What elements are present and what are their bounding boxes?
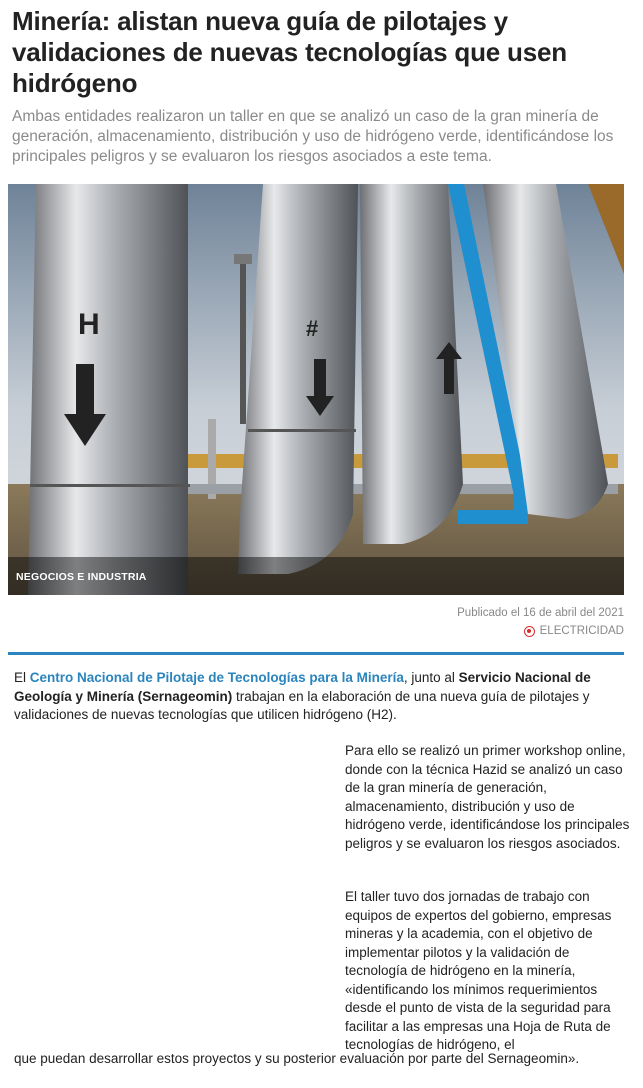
p1-suffix: trabajan en la elaboración de una nueva guía de pilotajes y validaciones de nuevas tecnologías que utilicen hidrógeno (H2).	[14, 688, 590, 722]
paragraph-3: El taller tuvo dos jornadas de trabajo con equipos de expertos del gobierno, empresas mineras y la academia, con el objetivo de implementar pilotos y la validación de tecnología de hidrógeno en la minería, «identificando los mínimos requerimientos desde el punto de vista de la seguridad para facilitar a las empresas una Hoja de Ruta de tecnologías de hidrógeno, el	[345, 889, 612, 1052]
p1-bold: Servicio Nacional de Geología y Minería (Sernageomin)	[14, 670, 591, 704]
published-date: Publicado el 16 de abril del 2021	[457, 607, 624, 619]
p1-mid: , junto al	[403, 670, 459, 685]
pipes-photo	[8, 184, 624, 595]
divider	[8, 652, 624, 655]
hero-image[interactable]	[8, 184, 624, 595]
article-title: Minería: alistan nueva guía de pilotajes y validaciones de nuevas tecnologías que usen hidrógeno	[12, 6, 567, 98]
record-icon	[524, 626, 535, 637]
svg-text:H: H	[78, 308, 100, 341]
p1-prefix: El	[14, 670, 30, 685]
tag-link[interactable]	[524, 625, 624, 637]
tag-label: ELECTRICIDAD	[539, 625, 624, 637]
paragraph-2: Para ello se realizó un primer workshop online, donde con la técnica Hazid se analizó un caso de la gran minería de generación, almacenamiento, distribución y uso de hidrógeno verde, identificándose los principales peligros y se evaluaron los riesgos asociados.	[345, 743, 630, 851]
paragraph-3-tail: que puedan desarrollar estos proyectos y su posterior evaluación por parte del Sernageomin».	[14, 1051, 580, 1066]
svg-text:#: #	[306, 316, 319, 341]
centro-nacional-link[interactable]: Centro Nacional de Pilotaje de Tecnologías para la Minería	[29, 670, 404, 685]
paragraph-1	[14, 669, 628, 725]
category-overlay	[8, 557, 624, 595]
category-label[interactable]: NEGOCIOS E INDUSTRIA	[16, 571, 147, 583]
article-lead: Ambas entidades realizaron un taller en que se analizó un caso de la gran minería de generación, almacenamiento, distribución y uso de hidrógeno verde, identificándose los principales peligros y se evaluaron los riesgos asociados a este tema.	[12, 108, 614, 165]
